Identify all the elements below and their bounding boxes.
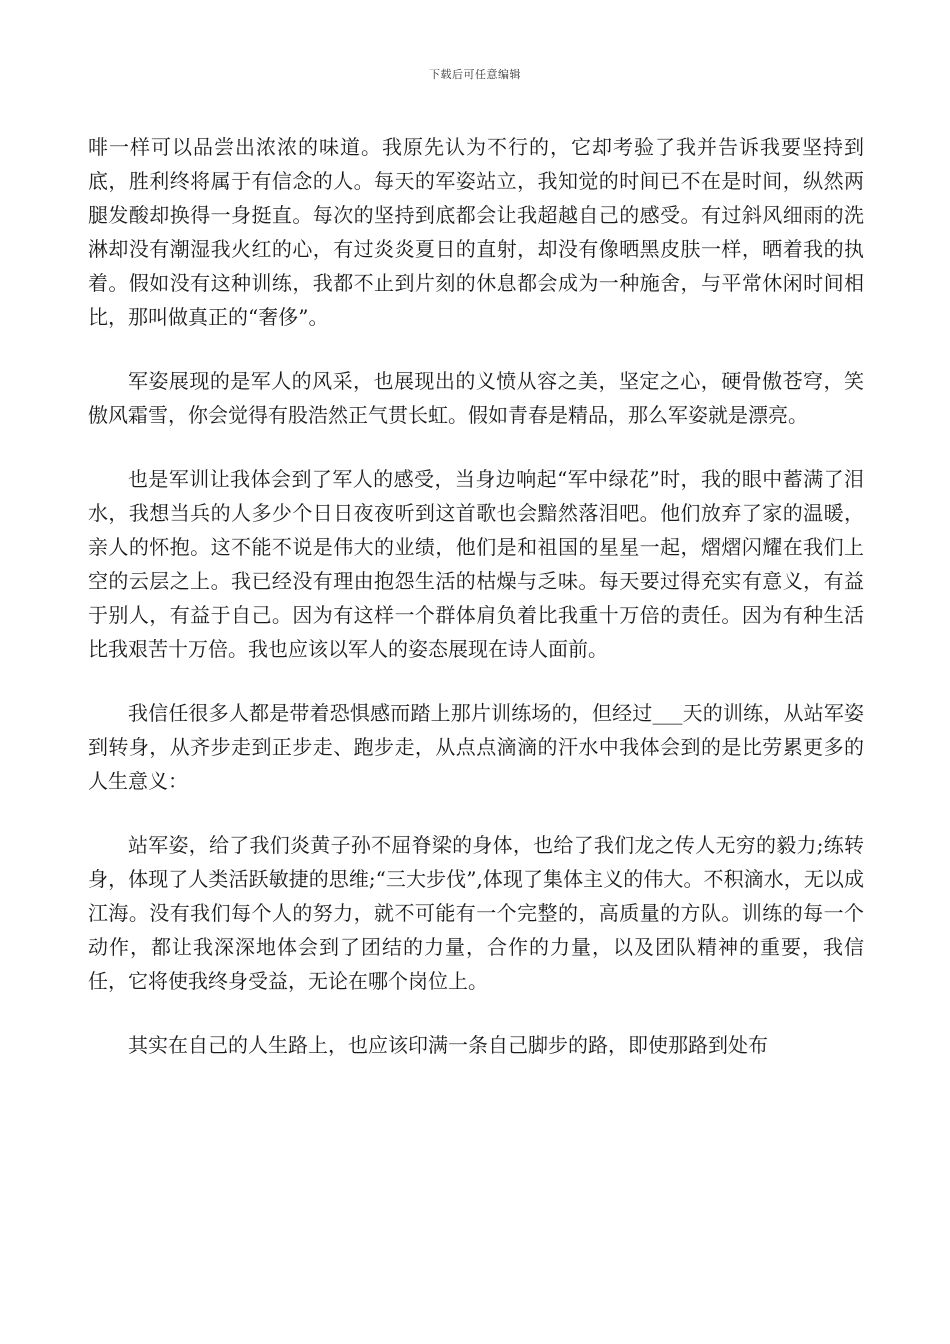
paragraph-5: 站军姿，给了我们炎黄子孙不屈脊梁的身体，也给了我们龙之传人无穷的毅力;练转身，体现了人类活跃敏捷的思维;“三大步伐”,体现了集体主义的伟大。不积滴水，无以成江海。没有我们每个人的努力，就不可能有一个完整的，高质量的方队。训练的每一个动作，都让我深深地体会到了团结的力量，合作的力量，以及团队精神的重要，我信任，它将使我终身受益，无论在哪个岗位上。 — [88, 833, 864, 993]
paragraph-4: 我信任很多人都是带着恐惧感而踏上那片训练场的，但经过___天的训练，从站军姿到转身，从齐步走到正步走、跑步走，从点点滴滴的汗水中我体会到的是比劳累更多的人生意义： — [88, 701, 864, 793]
document-body — [88, 130, 864, 1092]
paragraph-3: 也是军训让我体会到了军人的感受，当身边响起“军中绿花”时，我的眼中蓄满了泪水，我想当兵的人多少个日日夜夜听到这首歌也会黯然落泪吧。他们放弃了家的温暖，亲人的怀抱。这不能不说是伟大的业绩，他们是和祖国的星星一起，熠熠闪耀在我们上空的云层之上。我已经没有理由抱怨生活的枯燥与乏味。每天要过得充实有意义，有益于别人，有益于自己。因为有这样一个群体肩负着比我重十万倍的责任。因为有种生活比我艰苦十万倍。我也应该以军人的姿态展现在诗人面前。 — [88, 467, 864, 661]
paragraph-1: 啡一样可以品尝出浓浓的味道。我原先认为不行的，它却考验了我并告诉我要坚持到底，胜利终将属于有信念的人。每天的军姿站立，我知觉的时间已不在是时间，纵然两腿发酸却换得一身挺直。每次的坚持到底都会让我超越自己的感受。有过斜风细雨的洗淋却没有潮湿我火红的心，有过炎炎夏日的直射，却没有像晒黑皮肤一样，晒着我的执着。假如没有这种训练，我都不止到片刻的休息都会成为一种施舍，与平常休闲时间相比，那叫做真正的“奢侈”。 — [88, 135, 864, 329]
paragraph-2: 军姿展现的是军人的风采，也展现出的义愤从容之美，坚定之心，硬骨傲苍穹，笑傲风霜雪，你会觉得有股浩然正气贯长虹。假如青春是精品，那么军姿就是漂亮。 — [88, 369, 864, 427]
paragraph-6: 其实在自己的人生路上，也应该印满一条自己脚步的路，即使那路到处布 — [128, 1033, 768, 1057]
page-header: 下载后可任意编辑 — [429, 68, 521, 81]
